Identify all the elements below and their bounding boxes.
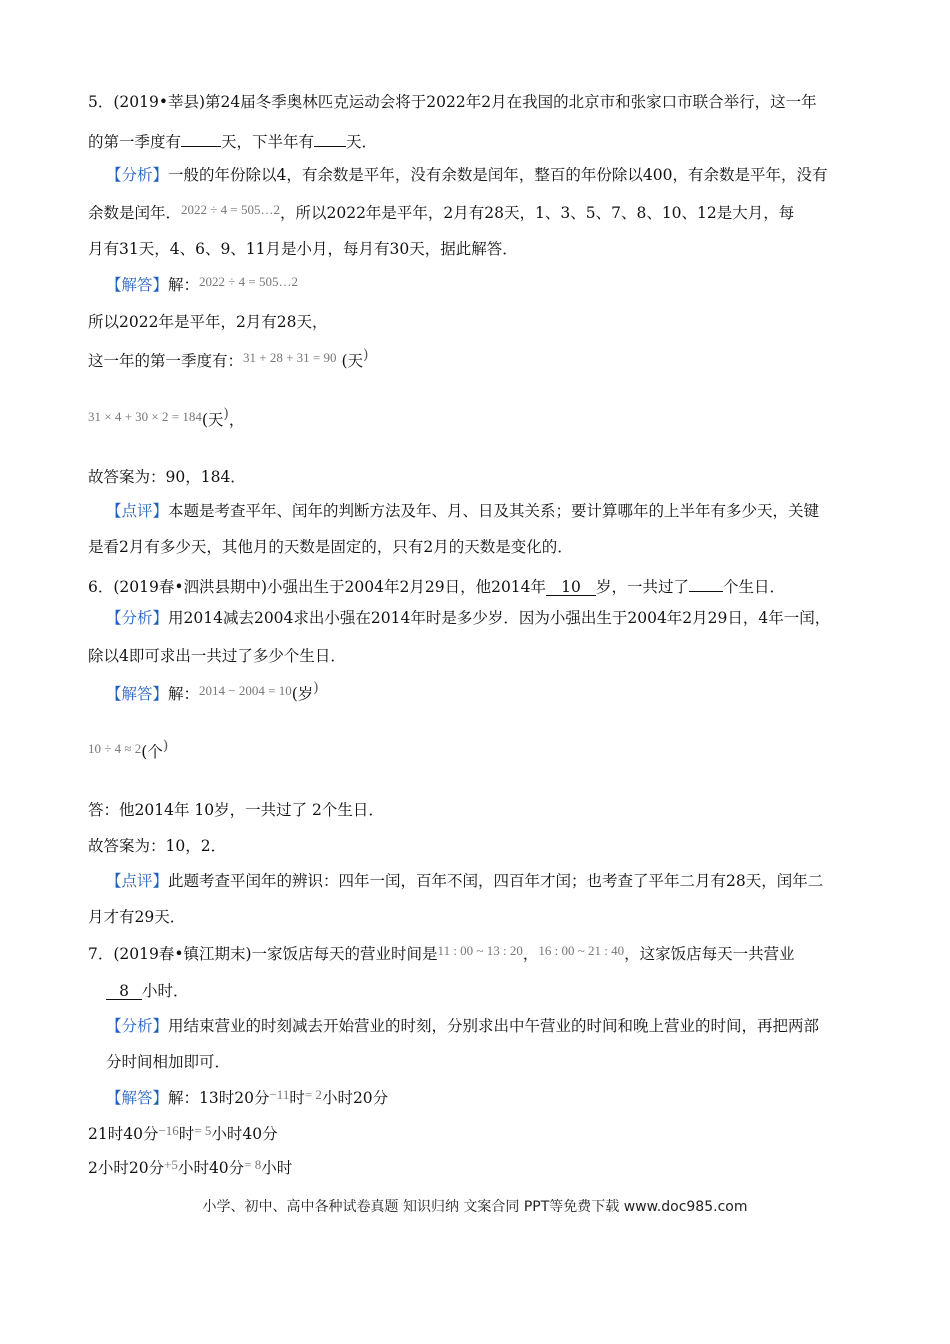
q6-blank-1: 10 xyxy=(546,577,596,596)
q6-analysis-line2: 除以4即可求出一共过了多少个生日． xyxy=(88,647,346,665)
math-formula: = 5 xyxy=(194,1123,212,1138)
q5-solution-line4: $^{31 \times 4 + 30 \times 2 = 184}$(天)， xyxy=(88,406,245,429)
q6-comment-line1: 【点评】此题考查平闰年的辨识：四年一闰，百年不闰，四百年才闰；也考查了平年二月有28天，闰年二 xyxy=(106,872,824,890)
q6-solution-line2: $^{10 \div 4 \approx 2}$(个) xyxy=(88,738,169,761)
q5-analysis-line3: 月有31天，4、6、9、11月是小月，每月有30天，据此解答． xyxy=(88,240,518,258)
q7-analysis-line1: 【分析】用结束营业的时刻减去开始营业的时刻，分别求出中午营业的时间和晚上营业的时间，再把两部 xyxy=(106,1017,820,1035)
q7-solution-line3: 2小时20分$^{+5}$小时40分$^{= 8}$小时 xyxy=(88,1157,293,1177)
math-formula: 2022 ÷ 4 = 505…2 xyxy=(199,274,298,289)
analysis-tag: 【分析】 xyxy=(106,609,169,627)
q5-solution-line1: 【解答】解：$^{2022 \div 4 = 505\dots 2}$ xyxy=(106,274,298,294)
q7-stem-line1: 7．(2019春•镇江期末)一家饭店每天的营业时间是$^{11 : 00 \sim 13 : 20}$，$^{16 : 00 \sim 21 : 40}$，这家饭店每天一共营业 xyxy=(88,943,795,963)
q5-blank-2 xyxy=(314,128,346,147)
math-formula: = 2 xyxy=(304,1087,322,1102)
q5-solution-line3: 这一年的第一季度有：$^{31 + 28 + 31 = 90}$ (天) xyxy=(88,347,369,370)
math-formula: −16 xyxy=(158,1123,179,1138)
math-formula: 2022 ÷ 4 = 505…2 xyxy=(181,202,280,217)
q7-analysis-line2: 分时间相加即可． xyxy=(106,1053,231,1071)
analysis-tag: 【分析】 xyxy=(106,1017,169,1035)
math-formula: 31 × 4 + 30 × 2 = 184 xyxy=(88,409,202,424)
math-formula: = 8 xyxy=(244,1157,262,1172)
math-formula: 11 : 00 ~ 13 : 20 xyxy=(437,943,523,958)
q7-solution-line1: 【解答】解：13时20分$^{-11}$时$^{= 2}$小时20分 xyxy=(106,1087,389,1107)
q6-solution-line1: 【解答】解：$^{2014 - 2004 = 10}$(岁) xyxy=(106,680,319,703)
math-formula: 2014 − 2004 = 10 xyxy=(199,683,292,698)
q5-blank-1 xyxy=(181,128,221,147)
math-formula: 10 ÷ 4 ≈ 2 xyxy=(88,741,142,756)
page-footer: 小学、初中、高中各种试卷真题 知识归纳 文案合同 PPT等免费下载 www.doc985.com xyxy=(202,1199,748,1215)
q5-comment-line2: 是看2月有多少天，其他月的天数是固定的，只有2月的天数是变化的． xyxy=(88,538,573,556)
comment-tag: 【点评】 xyxy=(106,502,169,520)
answer-tag: 【解答】 xyxy=(106,276,169,294)
q6-analysis-line1: 【分析】用2014减去2004求出小强在2014年时是多少岁．因为小强出生于2004年2月29日，4年一闰， xyxy=(106,609,831,627)
q7-solution-line2: 21时40分$^{-16}$时$^{= 5}$小时40分 xyxy=(88,1123,278,1143)
q5-final-answer: 故答案为：90，184． xyxy=(88,468,246,486)
q5-stem-line2: 的第一季度有 天，下半年有 天． xyxy=(88,128,377,152)
math-formula: 31 + 28 + 31 = 90 xyxy=(243,350,337,365)
q7-stem-line2: 8 小时． xyxy=(106,981,189,1001)
q5-stem-line1: 5．(2019•莘县)第24届冬季奥林匹克运动会将于2022年2月在我国的北京市和张家口市联合举行，这一年 xyxy=(88,93,817,111)
math-formula: +5 xyxy=(164,1157,178,1172)
answer-tag: 【解答】 xyxy=(106,1089,169,1107)
q6-solution-line3: 答：他2014年 10岁，一共过了 2个生日． xyxy=(88,801,384,819)
q6-blank-2 xyxy=(689,573,723,592)
q5-solution-line2: 所以2022年是平年，2月有28天， xyxy=(88,313,328,331)
q6-comment-line2: 月才有29天． xyxy=(88,908,186,926)
q6-final-answer: 故答案为：10，2． xyxy=(88,837,227,855)
q7-blank-1: 8 xyxy=(106,981,142,1000)
answer-tag: 【解答】 xyxy=(106,685,169,703)
math-formula: −11 xyxy=(269,1087,290,1102)
q5-analysis-line2: 余数是闰年．$^{2022 \div 4 = 505\dots 2}$，所以2022年是平年，2月有28天，1、3、5、7、8、10、12是大月，每 xyxy=(88,202,795,222)
q5-comment-line1: 【点评】本题是考查平年、闰年的判断方法及年、月、日及其关系；要计算哪年的上半年有多少天，关键 xyxy=(106,502,820,520)
math-formula: 16 : 00 ~ 21 : 40 xyxy=(538,943,625,958)
q5-analysis-line1: 【分析】一般的年份除以4，有余数是平年，没有余数是闰年，整百的年份除以400，有余数是平年，没有 xyxy=(106,166,828,184)
q6-stem: 6．(2019春•泗洪县期中)小强出生于2004年2月29日，他2014年 10 岁，一共过了 个生日． xyxy=(88,573,785,597)
analysis-tag: 【分析】 xyxy=(106,166,169,184)
comment-tag: 【点评】 xyxy=(106,872,169,890)
